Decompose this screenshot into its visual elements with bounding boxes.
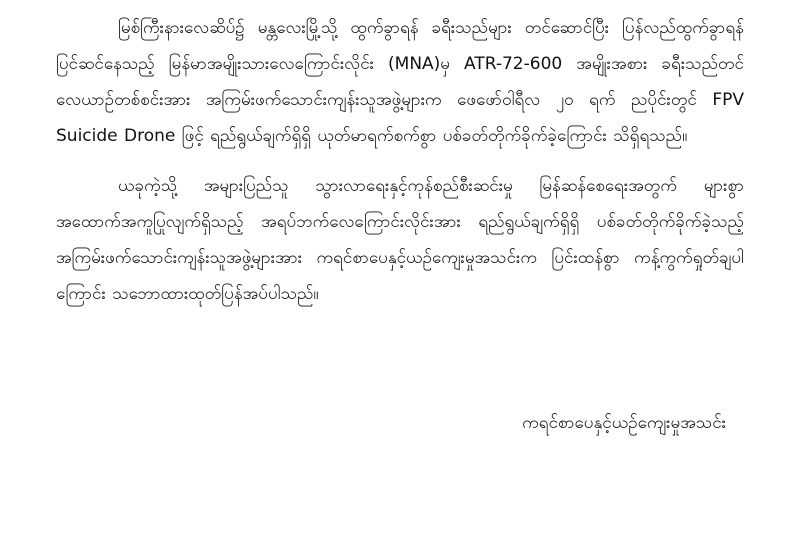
content-spacer [56,312,744,408]
paragraph-1: မြစ်ကြီးနားလေဆိပ်၌ မန္တလေးမြို့သို့ ထွက်ခွာရန် ခရီးသည်များ တင်ဆောင်ပြီး ပြန်လည်ထွက်ခွာရန် ပြင်ဆင်နေသည့် မြန်မာအမျိုးသားလေကြောင်းလိုင်း (MNA)မှ ATR-72-600 အမျိုးအစား ခရီးသည်တင် လေယာဉ်တစ်စင်းအား အကြမ်းဖက်သောင်းကျန်းသူအဖွဲ့များက ဖေဖော်ဝါရီလ ၂၀ ရက် ညပိုင်းတွင် FPV Suicide Drone ဖြင့် ရည်ရွယ်ချက်ရှိရှိ ယုတ်မာရက်စက်စွာ ပစ်ခတ်တိုက်ခိုက်ခဲ့ကြောင်း သိရှိရသည်။ [56,18,744,147]
paragraph-2: ယခုကဲ့သို့ အများပြည်သူ သွားလာရေးနှင့်ကုန်စည်စီးဆင်းမှု မြန်ဆန်စေရေးအတွက် များစွာ အထောက်အကူပြုလျက်ရှိသည့် အရပ်ဘက်လေကြောင်းလိုင်းအား ရည်ရွယ်ချက်ရှိရှိ ပစ်ခတ်တိုက်ခိုက်ခဲ့သည့် အကြမ်းဖက်သောင်းကျန်းသူအဖွဲ့များအား ကရင်စာပေနှင့်ယဉ်ကျေးမှုအသင်းက ပြင်းထန်စွာ ကန့်ကွက်ရှုတ်ချပါကြောင်း သဘောထားထုတ်ပြန်အပ်ပါသည်။ [56,176,744,305]
signature-row [56,408,744,439]
document-body [56,10,744,312]
signature-text: ကရင်စာပေနှင့်ယဉ်ကျေးမှုအသင်း [522,413,726,434]
